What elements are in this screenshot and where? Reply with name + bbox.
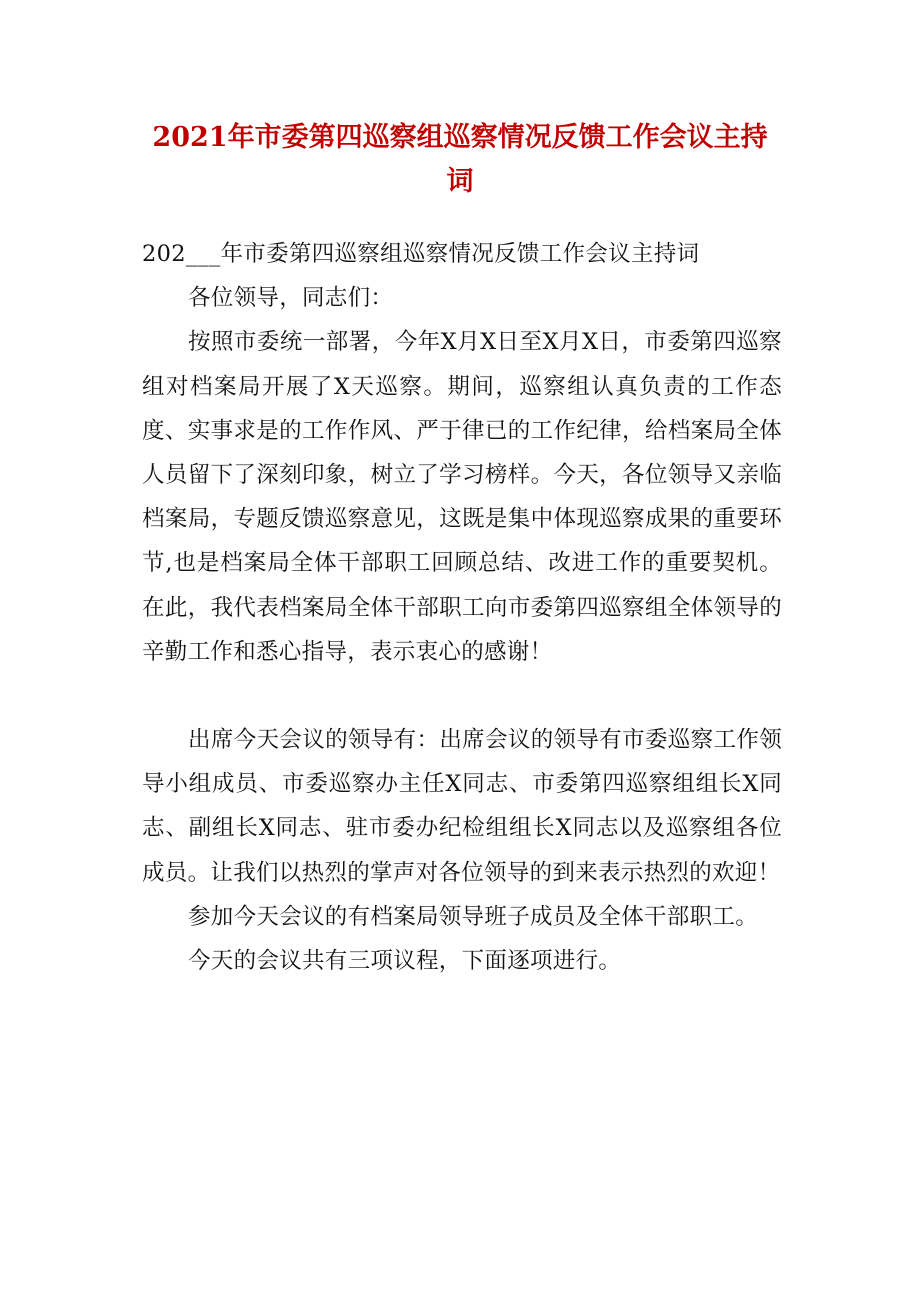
paragraph-attending-leaders: 出席今天会议的领导有：出席会议的领导有市委巡察工作领导小组成员、市委巡察办主任X同志、市委第四巡察组组长X同志、副组长X同志、驻市委办纪检组组长X同志以及巡察组各位成员。让我们以热烈的掌声对各位领导的到来表示热烈的欢迎！ (142, 727, 782, 886)
paragraph-agenda: 今天的会议共有三项议程，下面逐项进行。 (188, 948, 622, 975)
document-body (142, 232, 782, 983)
subtitle-line: 202___年市委第四巡察组巡察情况反馈工作会议主持词 (142, 241, 700, 267)
salutation: 各位领导，同志们： (188, 285, 394, 312)
paragraph-spacer (142, 674, 782, 718)
paragraph-opening: 按照市委统一部署，今年X月X日至X月X日，市委第四巡察组对档案局开展了X天巡察。期间，巡察组认真负责的工作态度、实事求是的工作作风、严于律已的工作纪律，给档案局全体人员留下了深刻印象，树立了学习榜样。今天，各位领导又亲临档案局，专题反馈巡察意见，这既是集中体现巡察成果的重要环节,也是档案局全体干部职工回顾总结、改进工作的重要契机。在此，我代表档案局全体干部职工向市委第四巡察组全体领导的辛勤工作和悉心指导，表示衷心的感谢！ (142, 329, 782, 665)
document-title: 2021年市委第四巡察组巡察情况反馈工作会议主持词 (152, 122, 768, 197)
paragraph-participants: 参加今天会议的有档案局领导班子成员及全体干部职工。 (188, 903, 759, 930)
